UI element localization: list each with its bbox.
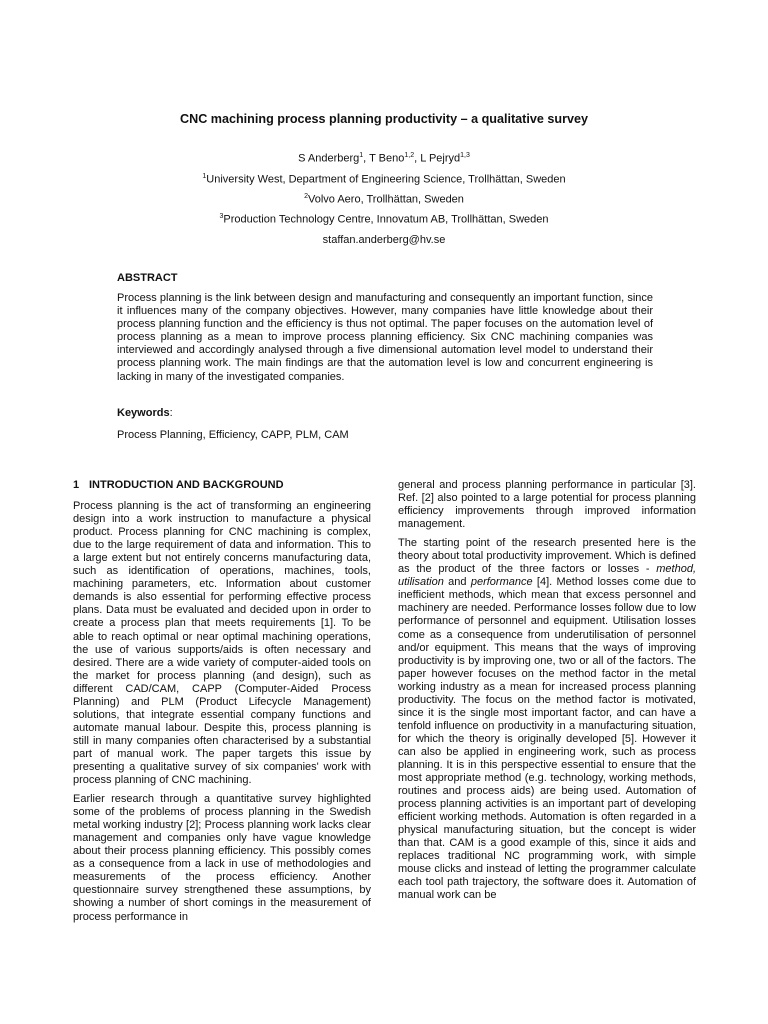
section-heading: [73, 479, 371, 492]
affiliation-1-text: University West, Department of Engineering Science, Trollhättan, Sweden: [206, 173, 566, 186]
affiliation-2: [0, 193, 768, 206]
abstract-heading: ABSTRACT: [117, 272, 178, 284]
p4-part-b: and: [443, 576, 471, 589]
intro-paragraph-1: Process planning is the act of transforming an engineering design into a work instruction to manufacture a physical product. Process planning for CNC machining is complex, due to the large requirement of data and information. This to a large extent but not entirely concerns manufacturing data, such as identification of operations, machines, tools, machining parameters, etc. Information about customer demands is also essential for performing effective process plans. Data must be evaluated and decided upon in order to create a process plan that meets requirements [1]. To be able to reach optimal or near optimal machining operations, the use of various supports/aids is often necessary and desired. There are a wide variety of computer-aided tools on the market for process planning (and design), such as different CAD/CAM, CAPP (Computer-Aided Process Planning) and PLM (Product Lifecycle Management) solutions, that integrate essential company functions and automate manual labour. Despite this, process planning is still in many companies often characterised by a substantial part of manual work. The paper targets this issue by presenting a qualitative survey of six companies' work with process planning of CNC machining.: [73, 500, 371, 787]
affiliation-2-text: Volvo Aero, Trollhättan, Sweden: [307, 193, 464, 206]
keywords-colon: :: [169, 407, 173, 419]
keywords-label: Keywords: [117, 407, 170, 419]
p4-emphasis-2: performance: [470, 576, 533, 589]
author-2-sup: 1,2: [404, 152, 415, 159]
author-3: , L Pejryd: [414, 152, 461, 165]
author-3-sup: 1,3: [460, 152, 470, 159]
p4-emphasis-1: method, utilisation: [398, 563, 696, 589]
affiliation-3-sup: 3: [219, 213, 224, 220]
author-1-sup: 1: [359, 152, 364, 159]
author-1: S Anderberg: [298, 152, 360, 165]
contact-email: staffan.anderberg@hv.se: [322, 234, 446, 246]
affiliation-3: [0, 213, 768, 226]
paper-title: CNC machining process planning productivity – a qualitative survey: [180, 112, 588, 126]
affiliation-1: [0, 173, 768, 186]
intro-paragraph-3: general and process planning performance in particular [3]. Ref. [2] also pointed to a large potential for process planning efficiency improvements through improved information management.: [398, 479, 696, 531]
affiliation-2-sup: 2: [304, 193, 308, 200]
affiliation-1-sup: 1: [202, 173, 207, 180]
abstract-text: Process planning is the link between design and manufacturing and consequently an important function, since it influences many of the company objectives. However, many companies have little knowledge about their process planning function and the efficiency is thus not optimal. The paper focuses on the automation level of process planning as a mean to improve process planning efficiency. Six CNC machining companies was interviewed and accordingly analysed through a five dimensional automation level model to understand their process planning work. The main findings are that the automation level is low and concurrent engineering is lacking in many of the investigated companies.: [117, 292, 653, 383]
right-column: [398, 479, 696, 909]
p4-part-c: [4]. Method losses come due to inefficient methods, which mean that excess personnel and machinery are needed. Performance losses follow due to low performance of personnel and equipment. Utilisation losses come as a consequence from underutilisation of personnel and/or equipment. This means that the ways of improving productivity is by improving one, two or all of the factors. The paper however focuses on the method factor in the metal working industry as a mean for increased process planning productivity. The focus on the method factor is motivated, since it is the single most important factor, and can have a tenfold influence on productivity in a manufacturing situation, for which the theory is originally developed [5]. However it can also be applied in engineering work, such as process planning. It is in this perspective essential to ensure that the most appropriate method (e.g. technology, working methods, routines and process aids) are being used. Automation of process planning activities is an important part of developing efficient working methods. Automation is often regarded in a physical manufacturing situation, but the concept is wider than that. CAM is a good example of this, since it aids and replaces traditional NC programming work, with simple mouse clicks and instead of letting the programmer calculate each tool path trajectory, the software does it. Automation of manual work can be: [398, 576, 696, 902]
affiliation-3-text: Production Technology Centre, Innovatum AB, Trollhättan, Sweden: [223, 213, 549, 226]
left-column: [73, 479, 371, 930]
keywords-heading: [117, 407, 173, 419]
intro-paragraph-2: Earlier research through a quantitative survey highlighted some of the problems of process planning in the Swedish metal working industry [2]; Process planning work lacks clear management and companies only have vague knowledge about their process planning efficiency. This possibly comes as a consequence from a lack in use of methodologies and measurements of the process efficiency. Another questionnaire survey strengthened these assumptions, by showing a number of short comings in the measurement of process performance in: [73, 793, 371, 923]
author-list: [0, 152, 768, 165]
section-number: 1: [73, 479, 80, 491]
author-2: , T Beno: [363, 152, 405, 165]
keywords-text: Process Planning, Efficiency, CAPP, PLM, CAM: [117, 429, 349, 441]
p4-part-a: The starting point of the research presented here is the theory about total productivity improvement. Which is defined as the product of the three factors or losses -: [398, 537, 696, 576]
section-title: INTRODUCTION AND BACKGROUND: [89, 479, 284, 491]
intro-paragraph-4: [398, 537, 696, 902]
